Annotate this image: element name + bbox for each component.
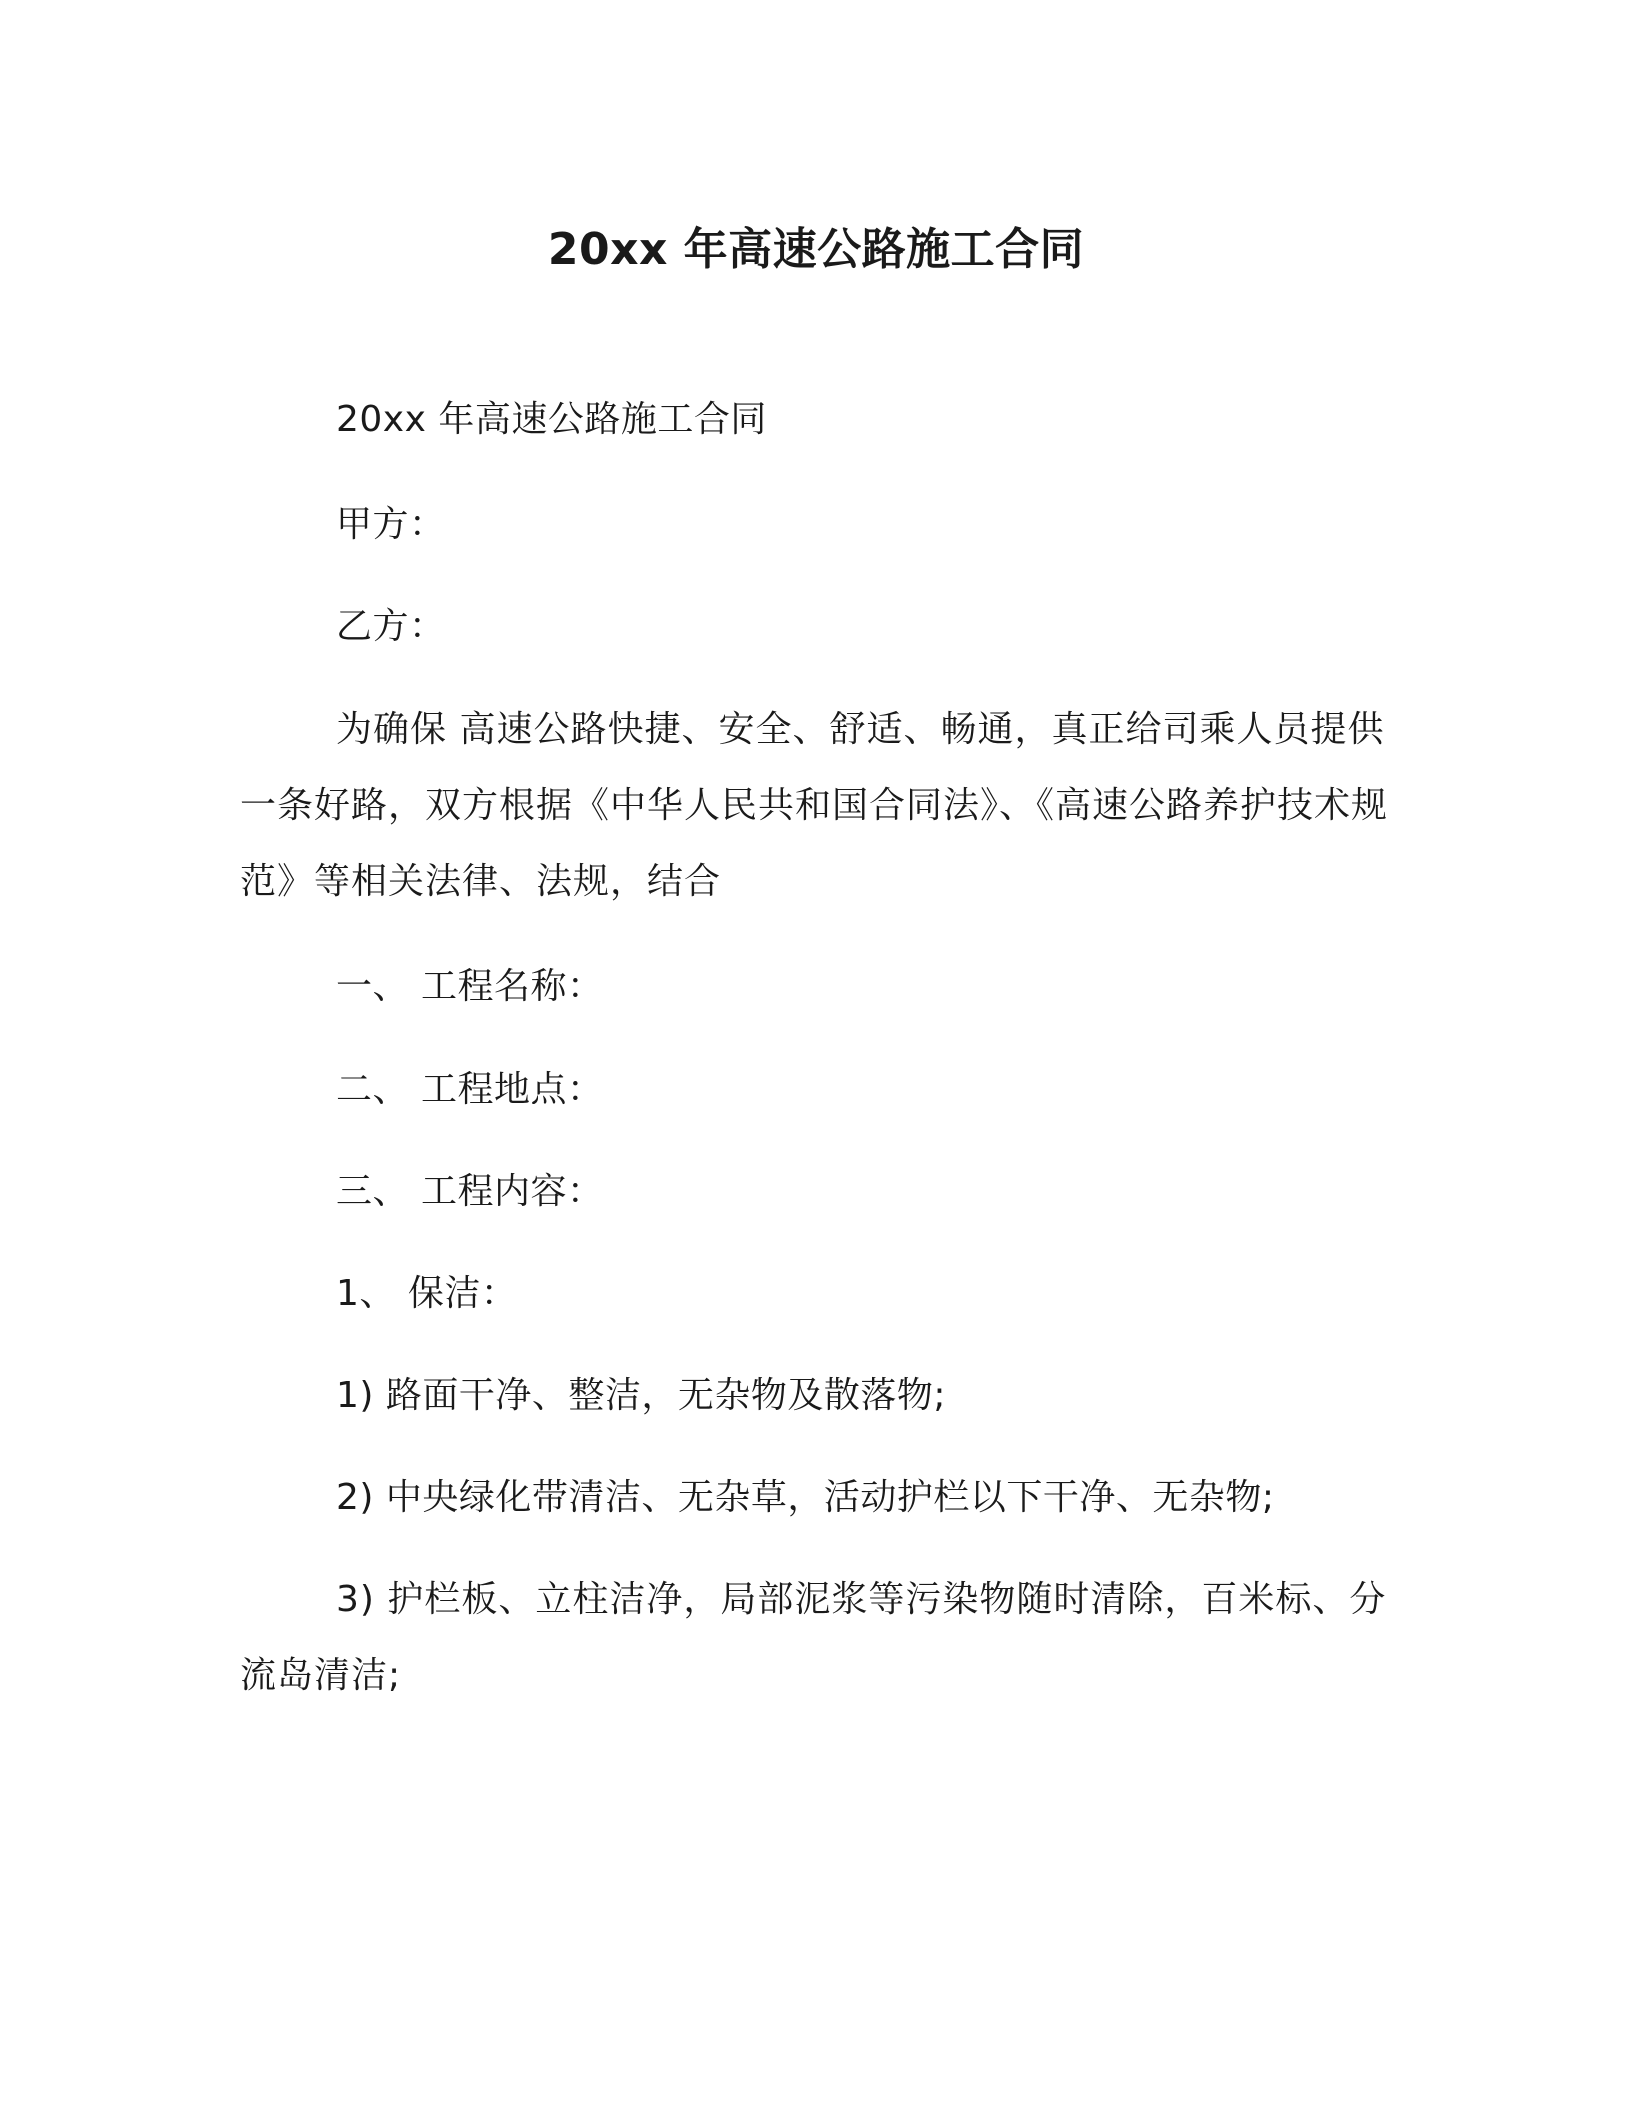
list-item: 2) 中央绿化带清洁、无杂草，活动护栏以下干净、无杂物; <box>336 1477 1275 1518</box>
section-project-location: 二、 工程地点： <box>336 1069 604 1110</box>
party-a-label: 甲方： <box>336 504 446 545</box>
list-item: 3) 护栏板、立柱洁净，局部泥浆等污染物随时清除，百米标、分流岛清洁; <box>240 1579 1387 1696</box>
contract-heading: 20xx 年高速公路施工合同 <box>336 399 767 440</box>
subsection-cleaning: 1、 保洁： <box>336 1273 518 1314</box>
section-project-name: 一、 工程名称： <box>336 966 604 1007</box>
section-project-content: 三、 工程内容： <box>336 1171 604 1212</box>
intro-paragraph: 为确保 高速公路快捷、安全、舒适、畅通，真正给司乘人员提供一条好路，双方根据《中华人民共和国合同法》、《高速公路养护技术规范》等相关法律、法规，结合 <box>240 709 1389 902</box>
list-item: 1) 路面干净、整洁，无杂物及散落物; <box>336 1375 947 1416</box>
document-title: 20xx 年高速公路施工合同 <box>547 224 1085 275</box>
party-b-label: 乙方： <box>336 606 446 647</box>
